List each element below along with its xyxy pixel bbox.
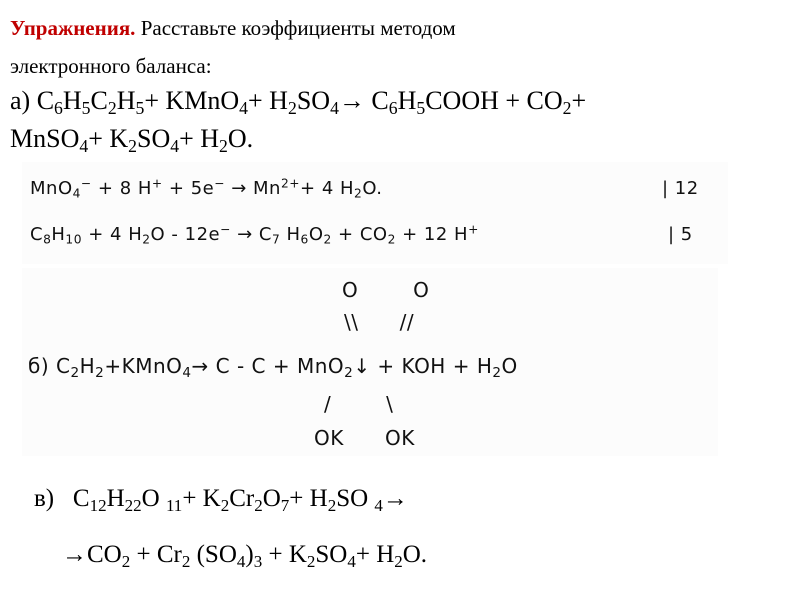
- equation-a-line1: а) $C_6H_5C_2H_5+$ KMnO$_4$+ $H_2SO_4\to$ $C_6H_5COOH + CO_2+$: [10, 86, 587, 118]
- equation-a-line2: MnSO$_4$+ $K_2SO_4+ H_2O$.: [10, 124, 254, 156]
- double-bonds: \\ //: [344, 310, 415, 334]
- coefficient-12: | 12: [662, 178, 699, 199]
- half-reactions-image: [22, 162, 728, 264]
- half-reaction-1: MnO$_4$− + 8 $H^+ + 5e^- \to Mn^{2+}+ 4$ $H_2O$.: [30, 176, 383, 201]
- half-reaction-2: $C_8H_{10} + 4$ $H_2O - 12e^- \to C_7$ $H_6O_2 + CO_2 + 12$ H+: [30, 222, 479, 247]
- oxygen-atoms-top: O O: [342, 278, 430, 302]
- equation-b: б) $C_2H_2+KMnO_4\to C - C$ + MnO$_2$↓ + KOH + $H_2O$: [28, 354, 518, 381]
- coefficient-5: | 5: [668, 224, 693, 245]
- reaction-b-image: [22, 268, 718, 456]
- single-bonds: / \: [324, 392, 394, 416]
- task-text-continued: электронного баланса:: [10, 54, 212, 78]
- equation-c-line2: $\to CO_2 + Cr_2$ $(SO_4)_3 + K_2SO_4+ H_2O$.: [62, 541, 428, 571]
- ok-groups: OK OK: [314, 426, 415, 450]
- title-heading: Упражнения.: [10, 16, 136, 40]
- exercise-title: [10, 16, 456, 41]
- equation-c-line1: в) $C_{12}H_{22}O$ $_{11}+ K_2Cr_2O_7+ H_2SO$ $_4$→: [34, 485, 408, 515]
- task-text: Расставьте коэффициенты методом: [140, 16, 456, 40]
